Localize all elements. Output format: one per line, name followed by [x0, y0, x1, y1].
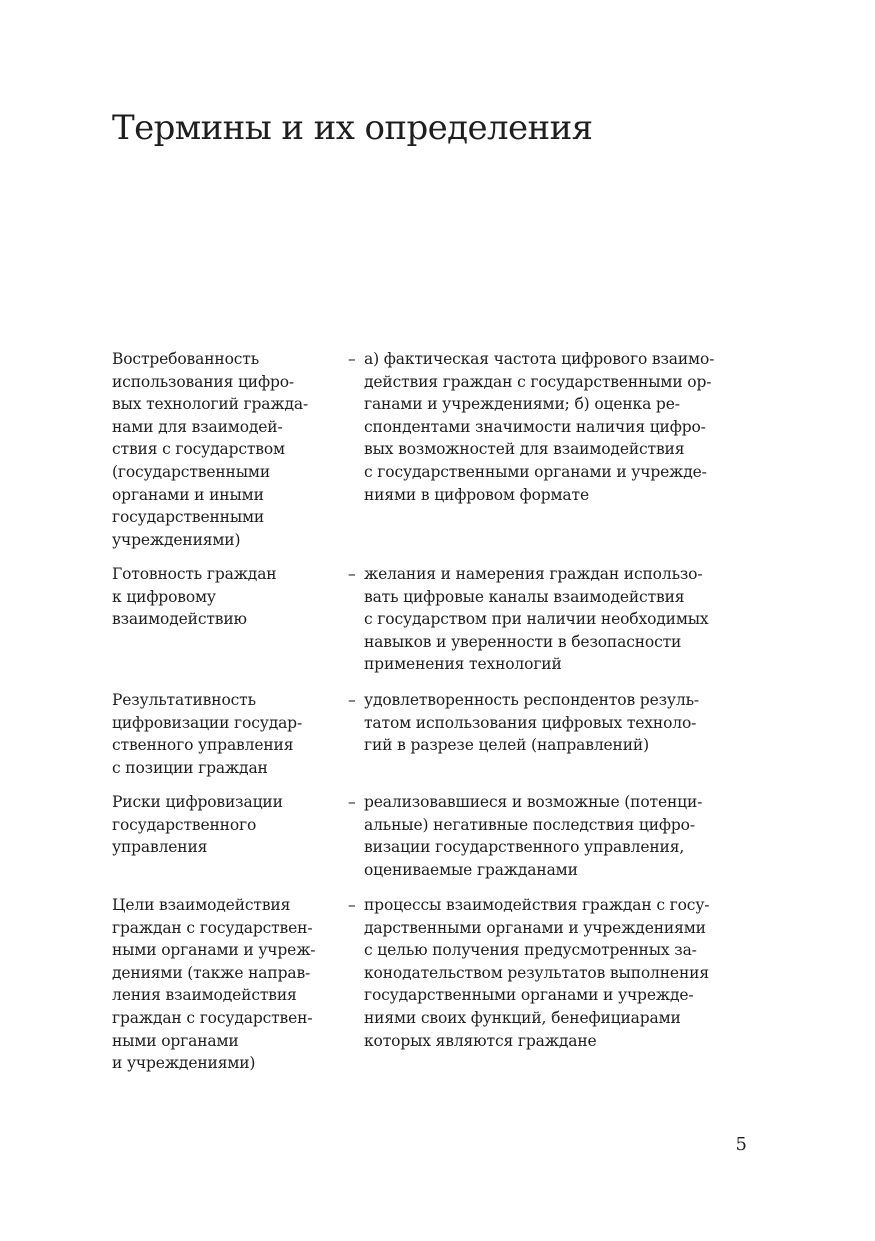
definition-text: процессы взаимодействия граждан с госу- дарственными органами и учреждениями с целью получения предусмотренных за- конодательством результатов выполнения государственными органами и учрежде- ниями своих функций, бенефициарами которых являются граждане [364, 896, 710, 1050]
term-label: Результативность цифровизации государ- ственного управления с позиции граждан [112, 691, 303, 777]
term-definition [348, 791, 748, 881]
definition-text: желания и намерения граждан использо- вать цифровые каналы взаимодействия с государством при наличии необходимых навыков и уверенности в безопасности применения технологий [364, 565, 709, 674]
term-definition [348, 563, 748, 676]
term-label: Востребованность использования цифро- вых технологий гражда- нами для взаимодей- ствия с государством (государственными органами и иными государственными учреждениями) [112, 350, 309, 549]
definition-dash: – [348, 793, 356, 811]
definition-dash: – [348, 896, 356, 914]
page-number: 5 [735, 1134, 747, 1155]
term-label: Готовность граждан к цифровому взаимодействию [112, 565, 277, 629]
definition-dash: – [348, 350, 356, 368]
term-label: Риски цифровизации государственного управления [112, 793, 283, 857]
definition-dash: – [348, 565, 356, 583]
definition-text: удовлетворенность респондентов резуль- татом использования цифровых техноло- гий в разрезе целей (направлений) [364, 691, 699, 755]
page-title: Термины и их определения [112, 108, 593, 148]
definition-text: а) фактическая частота цифрового взаимо- действия граждан с государственными ор- ганами и учреждениями; б) оценка ре- спондентами значимости наличия цифро- вых возможностей для взаимодействия с государственными органами и учрежде- ниями в цифровом формате [364, 350, 715, 504]
term-definition [348, 689, 748, 757]
term-label: Цели взаимодействия граждан с государствен- ными органами и учреж- дениями (также направ- ления взаимодействия граждан с государствен- ными органами и учреждениями) [112, 896, 316, 1073]
term-definition [348, 894, 748, 1052]
definition-dash: – [348, 691, 356, 709]
term-definition [348, 348, 748, 506]
definition-text: реализовавшиеся и возможные (потенци- альные) негативные последствия цифро- визации государственного управления, оцениваемые гражданами [364, 793, 703, 879]
